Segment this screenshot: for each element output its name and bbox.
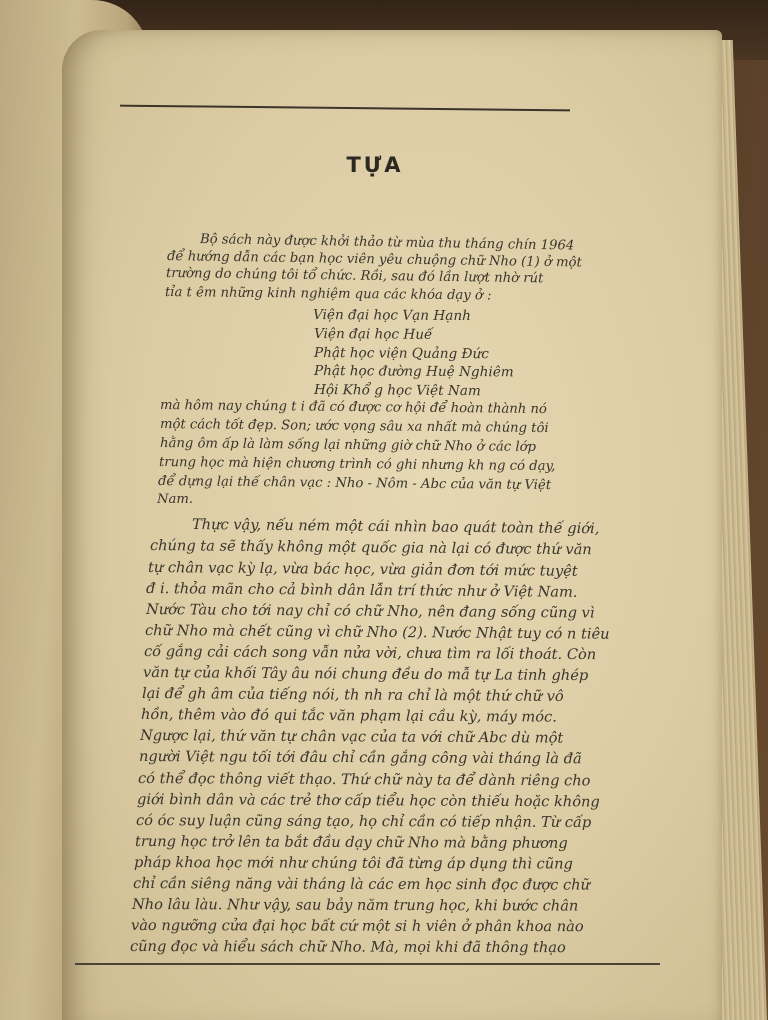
text-line: chỉ cần siêng năng vài tháng là các em học sinh đọc được chữ <box>132 875 590 894</box>
text-line: Thực vậy, nếu ném một cái nhìn bao quát toàn thế giới, <box>191 516 600 538</box>
bottom-rule <box>75 963 660 965</box>
text-line: có óc suy luận cũng sáng tạo, họ chỉ cần có tiếp nhận. Từ cấp <box>135 812 592 831</box>
text-line: mà hôm nay chúng t i đã có được cơ hội để hoàn thành nó <box>159 398 547 418</box>
institution-item: Hội Khổ g học Việt Nam <box>313 382 481 400</box>
text-line: Ngược lại, thứ văn tự chân vạc của ta với chữ Abc dù một <box>139 727 564 747</box>
text-line: Nho lâu làu. Như vậy, sau bảy năm trung học, khi bước chân <box>131 896 579 915</box>
text-line: tự chân vạc kỳ lạ, vừa bác học, vừa giản đơn tới mức tuyệt <box>147 559 578 580</box>
text-line: lại để gh âm của tiếng nói, th nh ra chỉ là một thứ chữ vô <box>141 685 564 705</box>
text-line: cố gắng cải cách song vẫn nửa vời, chưa tìm ra lối thoát. Còn <box>143 643 597 664</box>
text-line: trung học trở lên ta bắt đầu dạy chữ Nho mà bằng phương <box>134 833 568 852</box>
text-line: pháp khoa học mới như chúng tôi đã từng áp dụng thì cũng <box>133 854 573 873</box>
text-line: tỉa t êm những kinh nghiệm qua các khóa dạy ở : <box>164 285 492 304</box>
institution-item: Viện đại học Huế <box>313 326 433 343</box>
institution-item: Phật học đường Huệ Nghiêm <box>313 363 514 381</box>
text-line: để dựng lại thế chân vạc : Nho - Nôm - Abc của văn tự Việt <box>157 474 552 494</box>
text-line: để hướng dẫn các bạn học viên yêu chuộng chữ Nho (1) ở một <box>166 249 582 271</box>
text-line: văn tự của khối Tây âu nói chung đều do mẫ tự La tinh ghép <box>142 664 589 685</box>
text-line: trường do chúng tôi tổ chức. Rồi, sau đó lần lượt nhờ rút <box>165 266 544 287</box>
text-line: Nam. <box>157 492 194 507</box>
text-line: vào ngưỡng cửa đại học bất cứ một si h viên ở phân khoa nào <box>130 917 584 936</box>
text-line: người Việt ngu tối tới đâu chỉ cần gắng công vài tháng là đã <box>138 748 582 768</box>
text-line: chúng ta sẽ thấy không một quốc gia nà lại có được thứ văn <box>149 537 592 559</box>
text-line: Bộ sách này được khởi thảo từ mùa thu tháng chín 1964 <box>199 232 575 254</box>
text-line: chữ Nho mà chết cũng vì chữ Nho (2). Nước Nhật tuy có n tiêu <box>144 622 610 643</box>
text-line: trung học mà hiện chương trình có ghi nhưng kh ng có dạy, <box>158 455 556 475</box>
institution-item: Viện đại học Vạn Hạnh <box>312 307 471 325</box>
text-line: Nước Tàu cho tới nay chỉ có chữ Nho, nên đang sống cũng vì <box>145 601 595 622</box>
text-line: một cách tốt đẹp. Son; ước vọng sâu xa nhất mà chúng tôi <box>159 417 549 437</box>
text-line: đ i. thỏa mãn cho cả bình dân lẫn trí thức như ở Việt Nam. <box>145 580 578 601</box>
text-line: giới bình dân và các trẻ thơ cấp tiểu học còn thiếu hoặc không <box>136 791 600 811</box>
text-line: hằng ôm ấp là làm sống lại những giờ chữ Nho ở các lớp <box>159 436 537 455</box>
text-line: cũng đọc và hiểu sách chữ Nho. Mà, mọi khi đã thông thạo <box>129 938 566 957</box>
institution-item: Phật học viện Quảng Đức <box>313 345 489 363</box>
page-title: TỰA <box>346 153 404 177</box>
text-line: hồn, thêm vào đó qui tắc văn phạm lại cầu kỳ, máy móc. <box>140 706 557 726</box>
text-line: có thể đọc thông viết thạo. Thứ chữ này ta để dành riêng cho <box>137 770 591 790</box>
